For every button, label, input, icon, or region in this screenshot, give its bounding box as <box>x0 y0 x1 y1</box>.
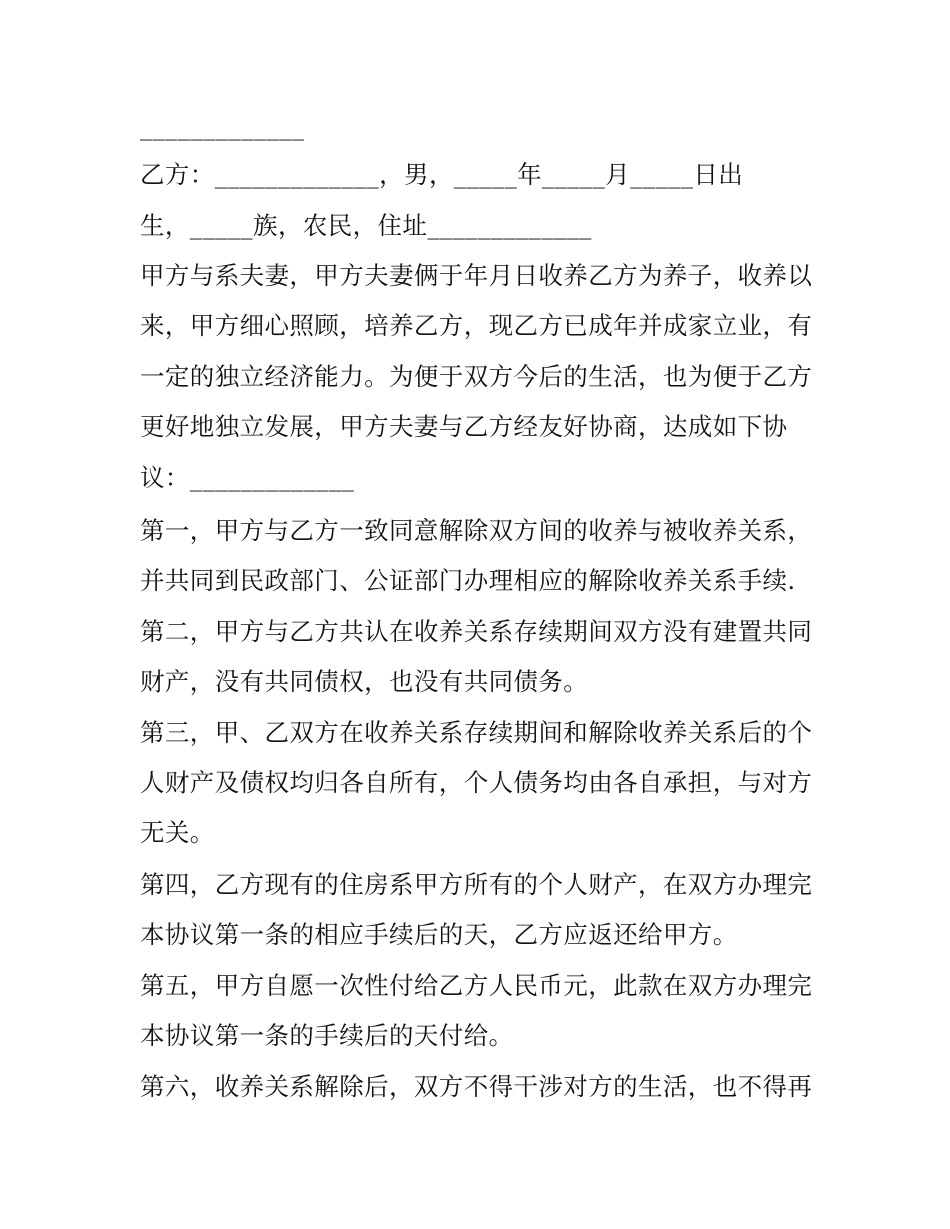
preamble-line: 议：_____________ <box>140 463 355 492</box>
clause-4-line: 本协议第一条的相应手续后的天，乙方应返还给甲方。 <box>140 920 738 949</box>
clause-6-line: 第六，收养关系解除后，双方不得干涉对方的生活，也不得再 <box>140 1072 813 1101</box>
clause-5-line: 本协议第一条的手续后的天付给。 <box>140 1021 514 1050</box>
clause-3-line: 第三，甲、乙双方在收养关系存续期间和解除收养关系后的个 <box>140 718 813 747</box>
preamble-line: 更好地独立发展，甲方夫妻与乙方经友好协商，达成如下协 <box>140 412 788 441</box>
clause-1-line: 第一，甲方与乙方一致同意解除双方间的收养与被收养关系， <box>140 516 813 545</box>
preamble-line: 一定的独立经济能力。为便于双方今后的生活，也为便于乙方 <box>140 362 813 391</box>
preamble-line: 甲方与系夫妻，甲方夫妻俩于年月日收养乙方为养子，收养以 <box>140 261 813 290</box>
clause-3-line: 人财产及债权均归各自所有，个人债务均由各自承担，与对方 <box>140 768 813 797</box>
party-b-line-cont: 生，_____族，农民，住址_____________ <box>140 211 592 240</box>
clause-3-line: 无关。 <box>140 818 215 847</box>
clause-2-line: 第二，甲方与乙方共认在收养关系存续期间双方没有建置共同 <box>140 617 813 646</box>
clause-5-line: 第五，甲方自愿一次性付给乙方人民币元，此款在双方办理完 <box>140 971 813 1000</box>
clause-2-line: 财产，没有共同债权，也没有共同债务。 <box>140 667 589 696</box>
blank-line: _____________ <box>140 112 305 141</box>
clause-4-line: 第四，乙方现有的住房系甲方所有的个人财产，在双方办理完 <box>140 870 813 899</box>
party-b-line: 乙方：_____________，男，_____年_____月_____日出 <box>140 160 744 189</box>
clause-1-line: 并共同到民政部门、公证部门办理相应的解除收养关系手续. <box>140 566 796 595</box>
preamble-line: 来，甲方细心照顾，培养乙方，现乙方已成年并成家立业，有 <box>140 311 813 340</box>
